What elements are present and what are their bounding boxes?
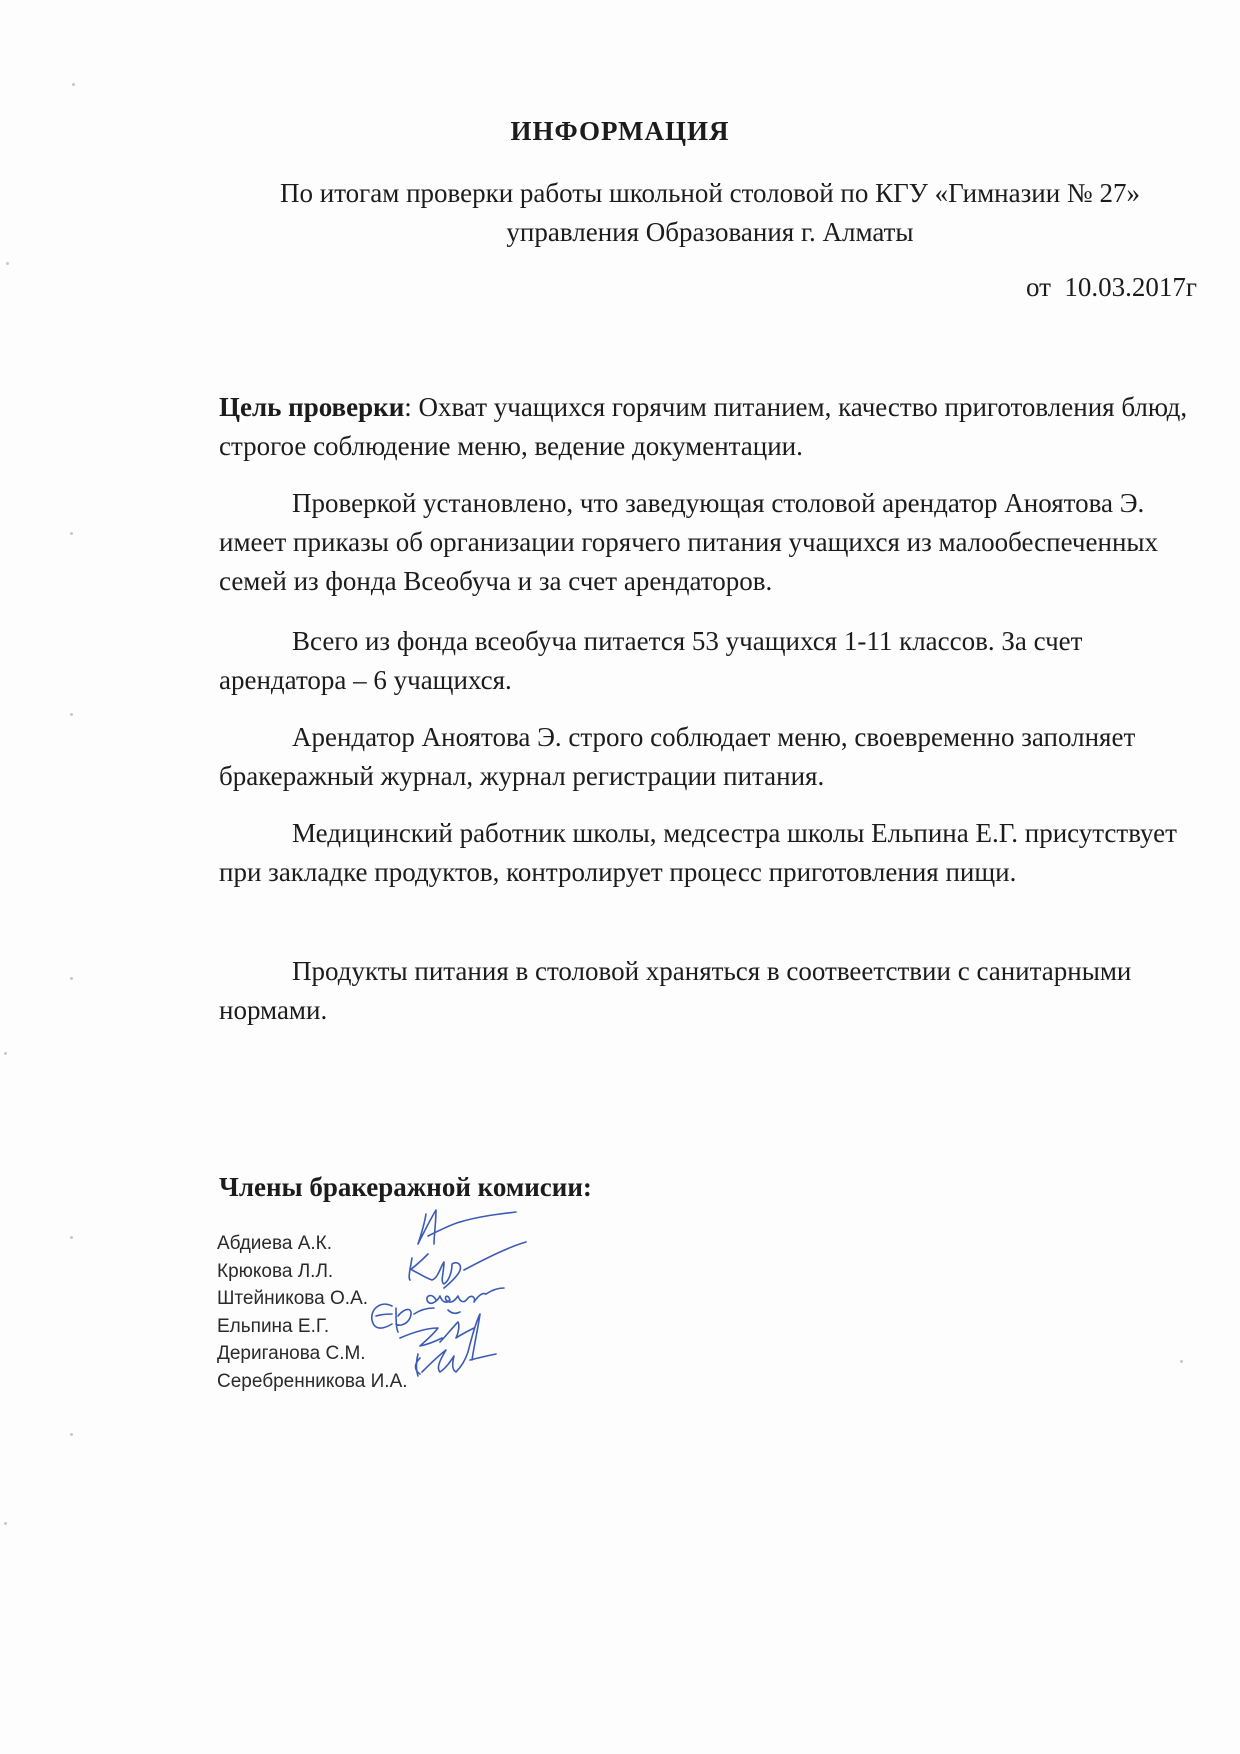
paragraph-text: Медицинский работник школы, медсестра школы Ельпина Е.Г. присутствует при закладке продуктов, контролирует процесс приготовления пищи. — [219, 818, 1177, 887]
document-subtitle — [240, 174, 1180, 252]
signature-3-tail — [486, 1288, 504, 1294]
member-name: Серебренникова И.А. — [217, 1370, 408, 1392]
document-title: ИНФОРМАЦИЯ — [510, 116, 730, 146]
paragraph-text: Всего из фонда всеобуча питается 53 учащихся 1-11 классов. За счет арендатора – 6 учащихся. — [219, 626, 1083, 695]
member-name: Крюкова Л.Л. — [217, 1260, 334, 1282]
signature-2 — [409, 1254, 460, 1288]
signature-2-tail — [464, 1242, 526, 1270]
signature-4 — [372, 1304, 434, 1332]
signature-3 — [427, 1293, 486, 1303]
signature-5-tail — [448, 1310, 460, 1313]
signature-5 — [400, 1322, 474, 1346]
purpose-paragraph — [219, 388, 1199, 466]
member-name: Абдиева А.К. — [217, 1233, 332, 1254]
signature-1 — [418, 1210, 460, 1244]
paragraph-food-storage — [219, 952, 1199, 1030]
subtitle-line-2: управления Образования г. Алматы — [506, 217, 914, 247]
subtitle-line-1: По итогам проверки работы школьной столовой по КГУ «Гимназии № 27» — [280, 178, 1140, 208]
paragraph-text: Продукты питания в столовой храняться в соотвеетствии с санитарными нормами. — [219, 956, 1132, 1025]
commission-title: Члены бракеражной комисии: — [219, 1172, 592, 1202]
signature-1-tail — [460, 1212, 516, 1222]
paragraph-medical-worker — [219, 814, 1199, 892]
handwritten-signatures — [340, 1196, 580, 1396]
paragraph-findings — [219, 484, 1199, 601]
member-name: Ельпина Е.Г. — [217, 1315, 330, 1337]
member-name: Штейникова О.А. — [217, 1288, 369, 1309]
paragraph-menu-compliance — [219, 718, 1199, 796]
paragraph-text: Арендатор Аноятова Э. строго соблюдает меню, своевременно заполняет бракеражный журнал, журнал регистрации питания. — [219, 722, 1136, 791]
document-date: от 10.03.2017г — [1025, 272, 1197, 302]
member-name: Дериганова С.М. — [217, 1343, 366, 1364]
paragraph-students-count — [219, 622, 1199, 700]
purpose-label: Цель проверки — [219, 392, 405, 422]
paragraph-text: Проверкой установлено, что заведующая столовой арендатор Аноятова Э. имеет приказы об организации горячего питания учащихся из малообеспеченных семей из фонда Всеобуча и за счет арендаторов. — [219, 488, 1159, 596]
purpose-text: : Охват учащихся горячим питанием, качество приготовления блюд, строгое соблюдение меню, ведение документации. — [219, 392, 1188, 461]
